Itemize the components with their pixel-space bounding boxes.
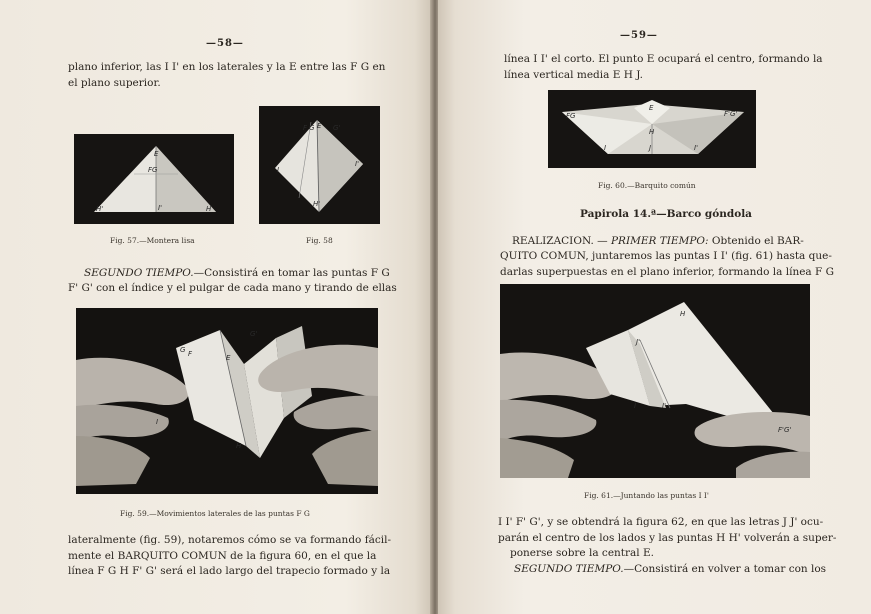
fig60-label: H [649,128,655,136]
fig61-label: J' [636,338,640,346]
fig60-photo [548,90,756,168]
fig58-label: I [277,166,280,174]
fig59-caption: Fig. 59.—Movimientos laterales de las puntas F G [120,509,310,518]
fig57-photo [74,134,234,224]
left-intro-text [68,60,385,91]
left-bottom-text [68,533,391,580]
fig59-photo [76,308,378,494]
fig60-drawing [548,90,756,168]
page-number-left: —58— [206,38,244,49]
fig60-label: I' [694,144,698,152]
fig57-label: H [206,205,212,213]
right-para-cont [500,249,834,280]
fig59-drawing [76,308,378,494]
right-page [438,0,871,614]
fig59-label: E [226,354,231,362]
left-para2-line2 [68,281,397,297]
left-para2 [84,266,390,282]
fig57-label: H' [96,205,104,213]
text-line [498,562,836,578]
fig58-drawing [259,106,380,224]
text-line: el plano superior. [68,76,161,89]
fig58-label: G [309,124,315,132]
text-line: parán el centro de los lados y las puntas H H' volverán a super- [498,531,837,544]
fig57-drawing [74,134,234,224]
fig60-label: I [604,144,607,152]
fig58-label: H' [313,200,321,208]
fig61-photo [500,284,810,478]
text-lead: REALIZACION. — [512,235,611,247]
fig60-caption: Fig. 60.—Barquito común [598,181,696,190]
text-line: plano inferior, las I I' en los laterales y la E entre las F G en [68,61,386,73]
text-line: línea I I' el corto. El punto E ocupará el centro, formando la [504,53,823,65]
italic-lead: SEGUNDO TIEMPO. [84,267,194,279]
page-number-right: —59— [620,30,658,41]
text-line: F' G' con el índice y el pulgar de cada mano y tirando de ellas [68,282,397,294]
text-line [512,234,804,250]
text-rest: —Consistirá en volver a tomar con los [623,562,827,575]
fig60-label: E [649,104,654,112]
fig61-label: I [634,402,637,410]
left-page [0,0,432,614]
right-top-text [504,52,823,83]
fig57-label: I' [158,204,162,212]
fig57-label: FG [148,166,158,174]
fig60-label: J [649,144,652,152]
fig58-label: E [317,122,322,130]
fig61-drawing [500,284,810,478]
fig61-label: F'G' [778,426,792,434]
italic-lead: SEGUNDO TIEMPO. [514,562,624,575]
fig59-label: G' [250,330,258,338]
text-line: I I' F' G', y se obtendrá la figura 62, en que las letras J J' ocu- [498,516,824,528]
fig58-label: F [303,124,308,132]
fig59-label: G [180,346,186,354]
fig61-caption: Fig. 61.—Juntando las puntas I I' [584,491,709,500]
fig58-photo [259,106,380,224]
right-para [512,234,804,250]
fig59-label: H [236,442,242,450]
text-rest: Obtenido el BAR- [708,235,804,247]
fig58-label: G' [333,124,341,132]
fig57-label: E [154,150,159,158]
text-line: línea F G H F' G' será el lado largo del trapecio formado y la [68,565,391,577]
fig61-label: H [680,310,686,318]
fig60-label: FG [566,112,576,120]
text-line: QUITO COMUN, juntaremos las puntas I I' (fig. 61) hasta que- [500,250,832,262]
fig59-label: F [188,350,193,358]
text-line: línea vertical media E H J. [504,68,643,81]
fig59-label: I [156,418,159,426]
fig57-caption: Fig. 57.—Montera lisa [110,236,195,245]
italic-lead: PRIMER TIEMPO: [610,235,709,247]
fig61-label: I' [662,402,666,410]
fig58-label: I' [355,160,359,168]
text-line: lateralmente (fig. 59), notaremos cómo se va formando fácil- [68,534,391,546]
text-rest: —Consistirá en tomar las puntas F G [193,267,390,279]
text-line: mente el BARQUITO COMUN de la figura 60, en el que la [68,549,377,562]
text-line: darlas superpuestas en el plano inferior, formando la línea F G [500,265,835,278]
text-line: ponerse sobre la central E. [510,547,654,559]
fig58-caption: Fig. 58 [306,236,333,245]
right-bottom-text [498,515,836,577]
text-line [84,266,390,282]
section-heading: Papirola 14.ª—Barco góndola [580,208,752,220]
fig60-label: F'G' [724,110,738,118]
